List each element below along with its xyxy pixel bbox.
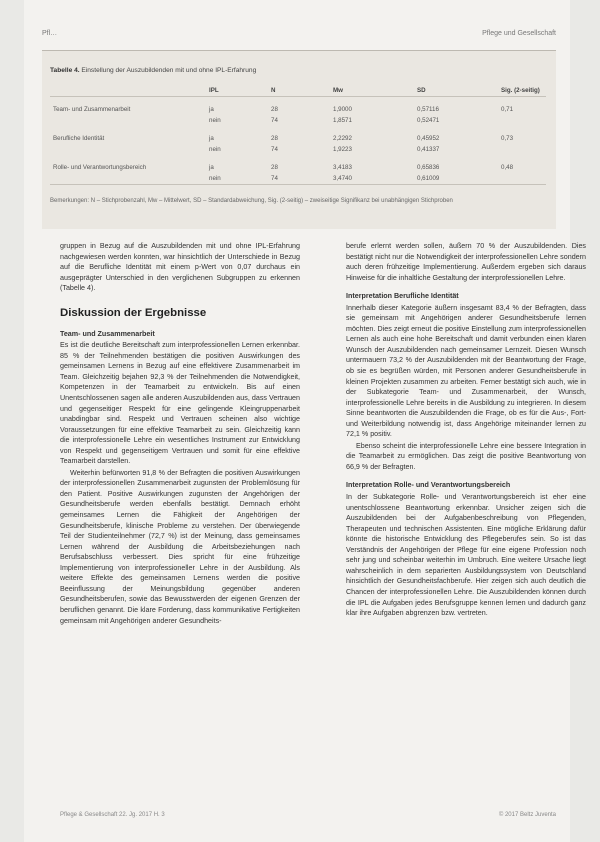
paragraph: gruppen in Bezug auf die Auszubildenden mit und ohne IPL-Erfahrung nachgewiesen werden konnten, war hinsichtlich der Unterschiede in Bezug auf die Berufliche Identität mit einem p-Wert von 0,07 durchaus ein ausgeprägter Unterschied in den verglichenen Subgruppen zu erkennen (Tabelle 4).: [60, 242, 300, 293]
table-header-row: [50, 85, 546, 97]
paragraph: berufe erlernt werden sollen, äußern 70 % der Auszubildenden. Dies bestätigt nicht nur die Notwendigkeit der interprofessionellen Lehre sondern auch deren frühzeitige Implementierung. Außerdem ergeben sich daraus Hinweise für die inhaltliche Gestaltung der interprofessionellen Lehre.: [346, 242, 586, 282]
cell-ipl: nein: [209, 116, 221, 124]
cell-sd: 0,45952: [417, 135, 440, 142]
subsection-heading: Interpretation Berufliche Identität: [346, 292, 459, 301]
cell-sd: 0,57116: [417, 106, 439, 113]
cell-sd: 0,61009: [414, 174, 498, 185]
cell-ipl: nein: [206, 174, 268, 185]
table-row: [50, 116, 546, 127]
cell-sd: 0,41337: [417, 145, 440, 153]
cell-label: Berufliche Identität: [53, 135, 105, 142]
cell-n: 74: [268, 174, 330, 185]
table-caption-label: Tabelle 4.: [50, 67, 80, 74]
cell-n: 74: [271, 116, 278, 124]
cell-ipl: ja: [209, 135, 214, 142]
cell-sig: 0,71: [501, 106, 514, 113]
cell-sd: 0,65836: [417, 164, 440, 171]
cell-ipl: ja: [209, 106, 214, 113]
th-mw: Mw: [330, 85, 414, 97]
cell-sig: 0,48: [501, 164, 514, 171]
cell-sig: 0,73: [501, 135, 514, 142]
footer-left: Pflege & Gesellschaft 22. Jg. 2017 H. 3: [60, 812, 165, 818]
cell-ipl: ja: [209, 164, 214, 171]
paragraph: In der Subkategorie Rolle- und Verantwortungsbereich ist eher eine unentschlossene Beantwortung erkennbar. Unsicher zeigen sich die Auszubildenden bei der Aufgabenbeschreibung von Pflegenden, Therapeuten und technischen Assistenten. Eine mögliche Erklärung dafür könnte die historische Entwicklung des Pflegeberufes sein. So ist das Verständnis der Angehörigen der Pflege für eine eigene Profession noch sehr jung und scheinbar weiterhin im Umbruch. Eine weitere Ursache liegt wahrscheinlich in dem separierten Ausbildungssystem von Deutschland hinsichtlich der Gesundheitsfachberufe. Hier zeigen sich auch deutlich die Chancen der interprofessionellen Lehre. Die Auszubildenden können durch die IPL die Aufgaben jedes Berufsgruppe kennen lernen und dadurch ganz klar ihre Aufgaben abgrenzen bzw. vertreten.: [346, 493, 586, 618]
cell-n: 28: [271, 164, 278, 171]
cell-label: Team- und Zusammenarbeit: [53, 106, 131, 113]
paragraph: Innerhalb dieser Kategorie äußern insgesamt 83,4 % der Befragten, dass sie gemeinsam mit Angehörigen anderer Gesundheitsberufe lernen möchten. Dies zeigt erneut die positive Einstellung zum interprofessionellen Lernen als auch eine hohe Bereitschaft und damit verbunden einen klaren Wunsch der Auszubildenden nach gemeinsamer Lernzeit. Diesen Wunsch untermauern 73,2 % der Auszubildenden mit der Beantwortung der Frage, ob sie es begrüßen würden, mit Personen anderer Gesundheitsberufe in kleinen Projekten zusammen zu arbeiten. Ferner bestätigt sich auch, wie in der Subkategorie Team- und Zusammenarbeit, der Wunsch, interprofessionelle Lehre bereits in die Ausbildung zu integrieren. In diesem Sinne beantworten die Auszubildenden die Frage, ob es für die Aus-, Fort- und Weiterbildung notwendig ist, dass Angehörige miteinander lernen zu 72,1 % positiv.: [346, 303, 586, 439]
cell-mw: 1,9000: [333, 106, 352, 113]
subsection-heading: Team- und Zusammenarbeit: [60, 329, 155, 338]
table-caption: [50, 67, 256, 74]
cell-mw: 2,2292: [333, 135, 352, 142]
cell-sd: 0,52471: [417, 116, 440, 124]
cell-ipl: nein: [209, 145, 221, 153]
running-head-left: Pfl…: [42, 30, 58, 37]
right-column: [346, 241, 586, 620]
cell-n: 74: [271, 145, 278, 153]
table-row: [50, 155, 546, 174]
cell-label: Rolle- und Verantwortungsbereich: [53, 164, 147, 171]
table-note: Bemerkungen: N – Stichprobenzahl, Mw – Mittelwert, SD – Standardabweichung, Sig. (2-seitig) – zweiseitige Signifikanz bei unabhängigen Stichproben: [50, 198, 453, 204]
cell-mw: 3,4740: [330, 174, 414, 185]
th-sig: Sig. (2-seitig): [498, 85, 546, 97]
th-n: N: [268, 85, 330, 97]
results-table: [50, 85, 546, 185]
paragraph: Es ist die deutliche Bereitschaft zum interprofessionellen Lernen erkennbar. 85 % der Teilnehmenden bestätigen die positiven Auswirkungen des gemeinsamen Lernens in Bezug auf eine effektivere Zusammenarbeit im Team. Gleichzeitig bejahen 92,3 % der Teilnehmenden die Notwendigkeit, Kompetenzen in der Teamarbeit zu entwickeln. Bis auf einen Unentschlossenen sagen alle anderen Auszubildenden aus, dass Vertrauen und gegenseitiger Respekt für eine gelingende Kleingruppenarbeit unabdingbar sind. Respekt und Vertrauen scheinen also wichtige Voraussetzungen für eine effektive Teamarbeit zu sein. Gleichzeitig kann die interprofessionelle Lehre ein wesentliches Instrument zur Entwicklung von Respekt und gegenseitigem Vertrauen und somit für eine effektive Teamarbeit darstellen.: [60, 341, 300, 466]
section-heading: Diskussion der Ergebnisse: [60, 306, 207, 319]
cell-mw: 3,4183: [333, 164, 352, 171]
page: [24, 0, 586, 842]
th-ipl: IPL: [206, 85, 268, 97]
cell-mw: 1,9223: [333, 145, 352, 153]
cell-mw: 1,8571: [333, 116, 352, 124]
footer-right: © 2017 Beltz Juventa: [498, 812, 556, 818]
table-row: [50, 145, 546, 156]
table-row: [50, 126, 546, 145]
table-box: [42, 50, 556, 229]
paragraph: Weiterhin befürworten 91,8 % der Befragten die positiven Auswirkungen der interprofessionellen Zusammenarbeit zugunsten der Problemlösung für den Patient. Positive Auswirkungen zugunsten der Angehörigen der Gesundheitsberufe werden ebenfalls bestätigt. Demnach erhöht gemeinsames Lernen die Fähigkeit der Angehörigen der Gesundheitsberufe, klinische Probleme zu verstehen. Der überwiegende Teil der Studienteilnehmer (72,7 %) ist der Meinung, dass gemeinsames Lernen während der Ausbildung die Arbeitsbeziehungen nach Berufsabschluss verbessert. Dies spricht für eine frühzeitige Implementierung von interprofessioneller Lehre in der Ausbildung. Als weitere Effekte des gemeinsamen Lernens werden die positive Beeinflussung der Meinungsbildung gegenüber anderen Gesundheitsberufen, sowie das Bewusstwerden der eigenen Grenzen der beruflichen genannt. Die klare Forderung, dass kommunikative Fertigkeiten gemeinsam mit Angehörigen anderer Gesundheits-: [60, 468, 300, 625]
cell-n: 28: [271, 135, 278, 142]
table-caption-text: Einstellung der Auszubildenden mit und ohne IPL-Erfahrung: [81, 67, 257, 74]
subsection-heading: Interpretation Rolle- und Verantwortungsbereich: [346, 481, 511, 490]
paragraph: Ebenso scheint die interprofessionelle Lehre eine bessere Integration in die Teamarbeit zu ermöglichen. Das zeigt die positive Beantwortung von 66,9 % der Befragten.: [346, 441, 586, 471]
th-label: [50, 85, 206, 97]
table-row: [50, 97, 546, 116]
cell-n: 28: [271, 106, 278, 113]
running-head-right: Pflege und Gesellschaft: [482, 30, 556, 37]
table-row: [50, 174, 546, 185]
left-column: [60, 241, 300, 627]
th-sd: SD: [414, 85, 498, 97]
